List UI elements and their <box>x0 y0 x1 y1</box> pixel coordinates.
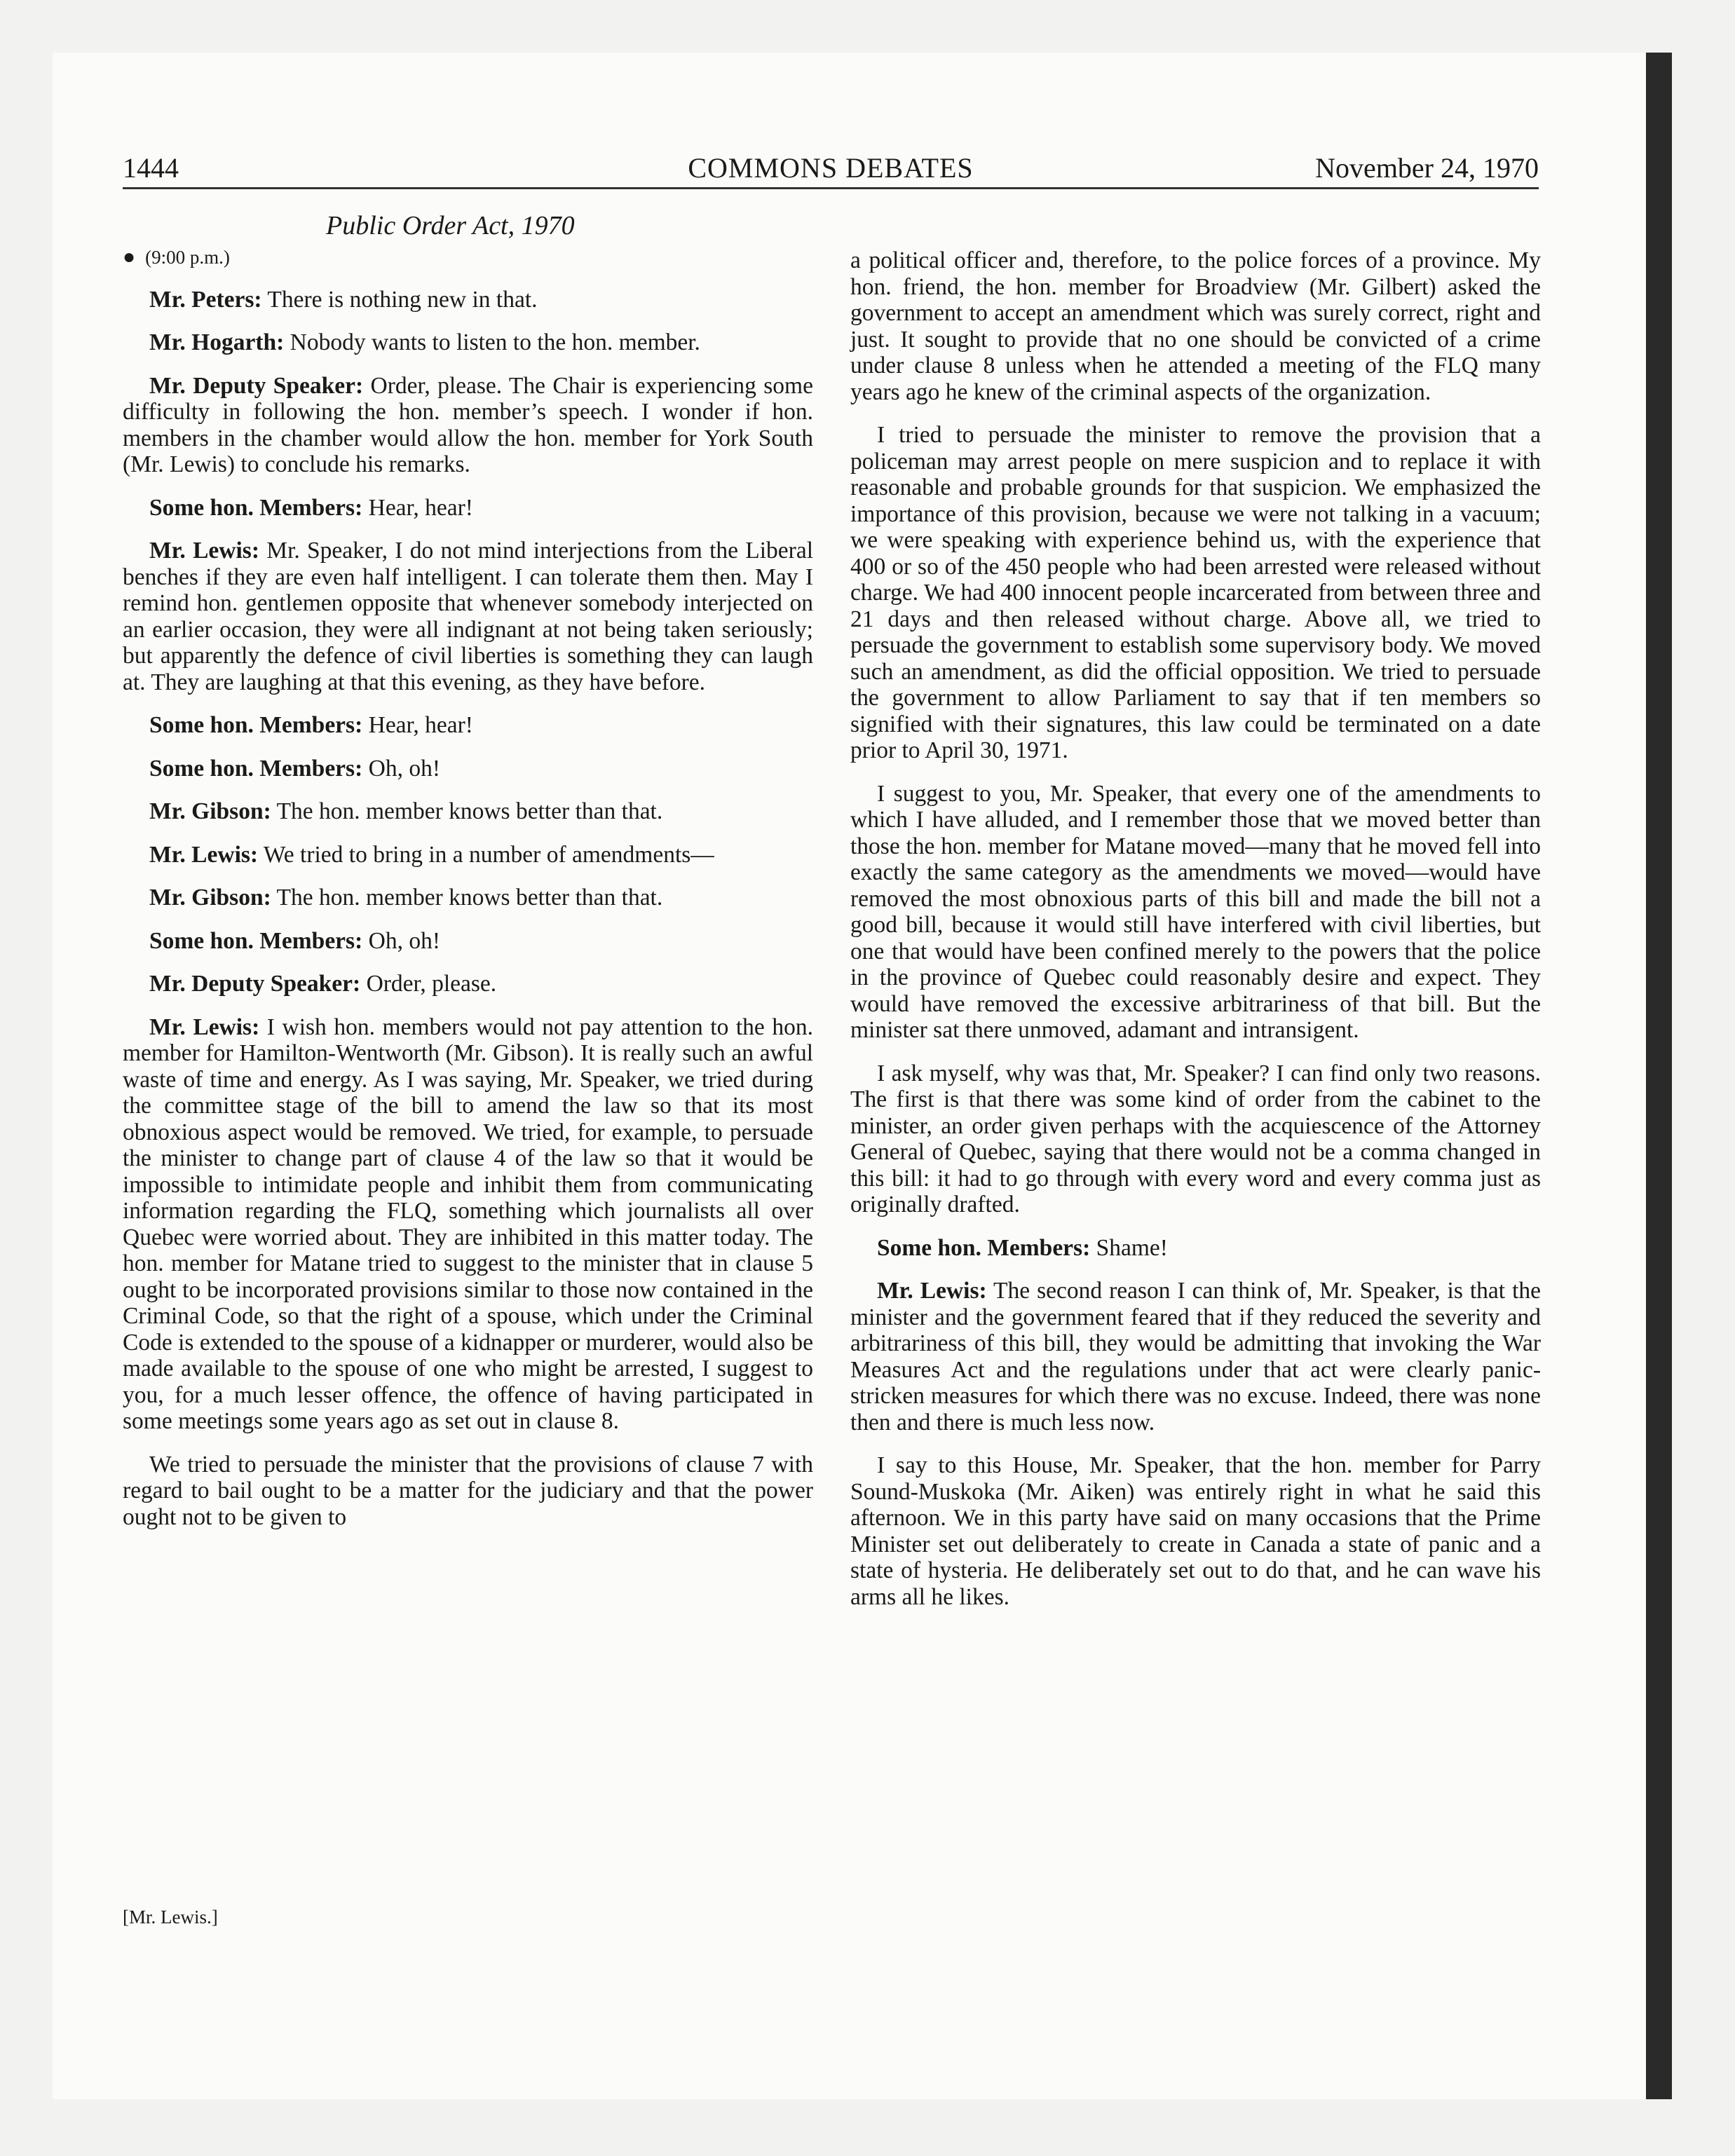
speech-paragraph <box>123 712 813 739</box>
speech-text: a political officer and, therefore, to the police forces of a province. My hon. friend, the hon. member for Broadview (Mr. Gilbert) asked the government to accept an amendment which was surely correct, right and just. It sought to provide that no one should be convicted of a crime under clause 8 unless when he attended a meeting of the FLQ many years ago he knew of the criminal aspects of the organization. <box>850 247 1541 405</box>
bullet-icon: ● <box>123 245 136 268</box>
footer-speaker: [Mr. Lewis.] <box>123 1906 218 1928</box>
publication-title: COMMONS DEBATES <box>688 152 974 184</box>
speech-paragraph <box>123 885 813 911</box>
speaker-name: Mr. Hogarth: <box>149 329 285 355</box>
page-number: 1444 <box>123 152 179 184</box>
speech-paragraph <box>123 1014 813 1435</box>
speaker-name: Some hon. Members: <box>877 1234 1091 1261</box>
speech-text: There is nothing new in that. <box>261 286 538 313</box>
speaker-name: Mr. Deputy Speaker: <box>149 971 361 997</box>
speech-text: I say to this House, Mr. Speaker, that the hon. member for Parry Sound-Muskoka (Mr. Aiken) was entirely right in what he said this afternoon. We in this party have said on many occasions that the Prime Minister set out deliberately to create in Canada a state of panic and a state of hysteria. He deliberately set out to do that, and he can wave his arms all he likes. <box>850 1452 1541 1610</box>
time-text: (9:00 p.m.) <box>145 247 230 268</box>
speech-paragraph <box>850 422 1541 764</box>
speaker-name: Mr. Lewis: <box>149 1014 260 1040</box>
speech-text: I ask myself, why was that, Mr. Speaker? I can find only two reasons. The first is that there was some kind of order from the cabinet to the minister, an order given perhaps with the acquiescence of the Attorney General of Quebec, saying that there would not be a comma changed in this bill: it had to go through with every word and every comma just as originally drafted. <box>850 1060 1541 1217</box>
speech-paragraph <box>850 1060 1541 1218</box>
speech-paragraph <box>850 1452 1541 1610</box>
time-stamp <box>123 244 813 271</box>
speech-text: Order, please. <box>360 971 497 997</box>
page-header <box>123 144 1539 189</box>
speaker-name: Some hon. Members: <box>149 494 363 521</box>
speech-paragraph <box>123 928 813 955</box>
speech-text: Hear, hear! <box>362 494 473 521</box>
speech-text: I suggest to you, Mr. Speaker, that every one of the amendments to which I have alluded, and I remember those that we moved better than those the hon. member for Matane moved—many that he moved fell into exactly the same category as the amendments we moved—would have removed the most obnoxious parts of this bill and made the bill not a good bill, because it would still have interfered with civil liberties, but one that would have been confined merely to the powers that the police in the province of Quebec could reasonably desire and expect. They would have removed the excessive arbitrariness of that bill. But the minister sat there unmoved, adamant and intransigent. <box>850 780 1541 1043</box>
speech-text: The hon. member knows better than that. <box>271 798 663 824</box>
speech-paragraph <box>123 495 813 521</box>
speaker-name: Some hon. Members: <box>149 712 363 738</box>
speech-text: Oh, oh! <box>362 755 440 782</box>
speech-paragraph <box>123 329 813 356</box>
section-title: Public Order Act, 1970 <box>326 211 575 240</box>
speech-paragraph <box>850 781 1541 1044</box>
speech-paragraph <box>123 971 813 997</box>
speech-paragraph <box>123 756 813 782</box>
speech-paragraph <box>850 247 1541 405</box>
speaker-name: Mr. Lewis: <box>149 841 259 868</box>
speaker-name: Mr. Lewis: <box>877 1278 987 1304</box>
speech-text: The second reason I can think of, Mr. Speaker, is that the minister and the government feared that if they reduced the severity and arbitrariness of this bill, they would be admitting that invoking the War Measures Act and the regulations under that act were clearly panic-stricken measures for which there was no excuse. Indeed, there was none then and there is much less now. <box>850 1278 1541 1435</box>
left-column <box>123 244 813 1547</box>
speech-paragraph <box>123 373 813 478</box>
speech-text: We tried to bring in a number of amendments— <box>258 841 714 868</box>
speech-paragraph <box>123 538 813 695</box>
speech-text: Nobody wants to listen to the hon. member. <box>284 329 700 355</box>
speech-text: Oh, oh! <box>362 927 440 954</box>
speech-paragraph <box>123 798 813 825</box>
speech-paragraph <box>123 1452 813 1531</box>
speaker-name: Mr. Deputy Speaker: <box>149 372 364 399</box>
speaker-name: Mr. Gibson: <box>149 885 271 910</box>
speech-text: We tried to persuade the minister that the provisions of clause 7 with regard to bail ought to be a matter for the judiciary and that the power ought not to be given to <box>123 1451 813 1530</box>
speech-text: Mr. Speaker, I do not mind interjections from the Liberal benches if they are even half intelligent. I can tolerate them then. May I remind hon. gentlemen opposite that whenever somebody interjected on an earlier occasion, they were all indignant at not being taken seriously; but apparently the defence of civil liberties is something they can laugh at. They are laughing at that this evening, as they have before. <box>123 538 814 695</box>
speaker-name: Some hon. Members: <box>149 927 363 954</box>
speech-paragraph <box>123 287 813 313</box>
speech-text: I wish hon. members would not pay attention to the hon. member for Hamilton-Wentworth (Mr. Gibson). It is really such an awful waste of time and energy. As I was saying, Mr. Speaker, we tried during the committee stage of the bill to amend the law so that its most obnoxious aspect would be removed. We tried, for example, to persuade the minister to change part of clause 4 of the law so that it would be impossible to intimidate people and inhibit them from communicating information regarding the FLQ, something which journalists all over Quebec were worried about. They are inhibited in this matter today. The hon. member for Matane tried to suggest to the minister that in clause 5 ought to be incorporated provisions similar to those now contained in the Criminal Code, so that the right of a spouse, which under the Criminal Code is extended to the spouse of a kidnapper or murderer, would also be made available to the spouse of one who might be arrested, I suggest to you, for a much lesser offence, the offence of having participated in some meetings some years ago as set out in clause 8. <box>123 1014 813 1434</box>
speaker-name: Mr. Lewis: <box>149 538 259 564</box>
speech-text: Hear, hear! <box>362 712 473 738</box>
scan-edge <box>1646 53 1672 2099</box>
speech-text: Order, please. The Chair is experiencing some difficulty in following the hon. member’s speech. I wonder if hon. members in the chamber would allow the hon. member for York South (Mr. Lewis) to conclude his remarks. <box>123 372 813 477</box>
speaker-name: Mr. Peters: <box>149 286 262 313</box>
speech-paragraph <box>850 1235 1541 1262</box>
speech-paragraph <box>123 842 813 868</box>
publication-date: November 24, 1970 <box>1315 152 1539 184</box>
speech-text: I tried to persuade the minister to remove the provision that a policeman may arrest people on mere suspicion and to replace it with reasonable and probable grounds for that suspicion. We emphasized the importance of this provision, because we were not talking in a vacuum; we were speaking with experience behind us, with the experience that 400 or so of the 450 people who had been arrested were released without charge. We had 400 innocent people incarcerated from between three and 21 days and then released without charge. Above all, we tried to persuade the government to establish some supervisory body. We moved such an amendment, as did the official opposition. We tried to persuade the government to allow Parliament to say that if ten members so signified with their signatures, this law could be terminated on a date prior to April 30, 1971. <box>850 422 1541 763</box>
speech-text: Shame! <box>1090 1234 1168 1261</box>
speech-paragraph <box>850 1278 1541 1435</box>
speaker-name: Some hon. Members: <box>149 755 363 782</box>
speech-text: The hon. member knows better than that. <box>271 885 663 910</box>
speaker-name: Mr. Gibson: <box>149 798 271 824</box>
right-column <box>850 247 1541 1627</box>
